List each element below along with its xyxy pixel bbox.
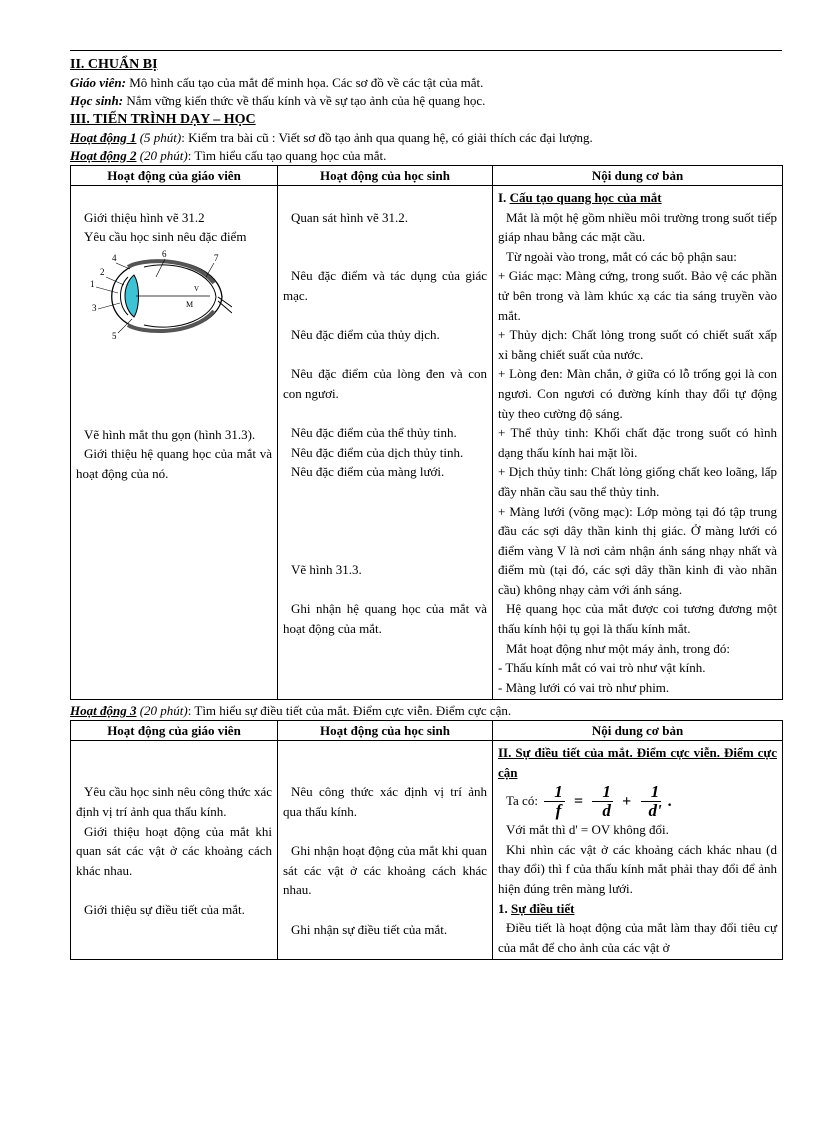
content-paragraph: Mắt là một hệ gồm nhiều môi trường trong suốt tiếp giáp nhau bằng các mặt cầu. [498, 209, 778, 245]
student-step: Vẽ hình 31.3. [291, 561, 362, 577]
content-section-title: I. Cấu tạo quang học của mắt [498, 190, 662, 205]
table-header-row [71, 721, 783, 741]
fraction-1-over-dprime: $\frac{1}{d'}$ [640, 783, 661, 820]
student-step: Ghi nhận sự điều tiết của mắt. [291, 921, 448, 937]
col-header-teacher: Hoạt động của giáo viên [71, 721, 278, 741]
content-paragraph: + Màng lưới (võng mạc): Lớp mỏng tại đó tập trung đầu các sợi dây thần kinh thị giác. Ở màng lưới có điểm vàng V là nơi cảm nhận ánh sáng nhạy nhất và điểm mù (tại đó, các sợi dây thần kinh đi vào nhãn cầu) không nhạy cảm với ánh sáng. [498, 503, 777, 597]
eye-label: 7 [214, 252, 219, 263]
content-paragraph: - Màng lưới có vai trò như phim. [498, 679, 670, 695]
teacher-step: Giới thiệu hoạt động của mắt khi quan sát các vật ở các khoảng cách khác nhau. [76, 823, 272, 878]
content-cell [493, 741, 783, 960]
col-header-content: Nội dung cơ bản [493, 721, 783, 741]
content-paragraph: Mắt hoạt động như một máy ảnh, trong đó: [506, 640, 731, 656]
activity-2-table [70, 165, 783, 700]
content-paragraph: - Thấu kính mắt có vai trò như vật kính. [498, 660, 706, 676]
col-header-student: Hoạt động của học sinh [278, 166, 493, 186]
content-paragraph: Từ ngoài vào trong, mắt có các bộ phận sau: [506, 248, 737, 264]
prep-student: Học sinh: Nắm vững kiến thức về thấu kính và về sự tạo ảnh của hệ quang học. [70, 93, 486, 108]
content-paragraph: + Thể thủy tinh: Khối chất đặc trong suốt có hình dạng thấu kính hai mặt lồi. [498, 425, 777, 460]
teacher-step: Giới thiệu hình vẽ 31.2 [84, 209, 205, 225]
teacher-cell [71, 741, 278, 960]
teacher-step: Giới thiệu hệ quang học của mắt và hoạt động của nó. [76, 446, 272, 481]
content-subsection-title: 1. Sự điều tiết [498, 900, 575, 916]
content-paragraph: Hệ quang học của mắt được coi tương đương một thấu kính hội tụ gọi là thấu kính mắt. [498, 601, 777, 637]
student-step: Quan sát hình vẽ 31.2. [291, 209, 408, 225]
activity-1: Hoạt động 1 (5 phút): Kiểm tra bài cũ : Viết sơ đồ tạo ảnh qua quang hệ, có giải thích các đại lượng. [70, 130, 593, 145]
process-heading: III. TIẾN TRÌNH DẠY – HỌC [70, 112, 256, 127]
eye-label: 4 [112, 252, 117, 263]
student-step: Nêu đặc điểm và tác dụng của giác mạc. [283, 268, 487, 303]
col-header-content: Nội dung cơ bản [493, 166, 783, 186]
content-paragraph: + Lòng đen: Màn chắn, ở giữa có lỗ trống gọi là con ngươi. Con ngươi có đường kính thay đổi tự động tùy theo cường độ sáng. [498, 366, 777, 421]
activity-3: Hoạt động 3 (20 phút): Tìm hiểu sự điều tiết của mắt. Điểm cực viễn. Điểm cực cận. [70, 703, 512, 719]
top-rule [70, 50, 782, 51]
fraction-1-over-d: $\frac{1}{d}$ [592, 783, 613, 820]
fraction-1-over-f: $\frac{1}{f}$ [544, 783, 565, 820]
student-step: Nêu đặc điểm của màng lưới. [291, 464, 445, 480]
eye-label-v: V [194, 284, 200, 293]
prep-heading: II. CHUẨN BỊ [70, 57, 158, 72]
eye-label: 2 [100, 266, 105, 277]
content-paragraph: + Giác mạc: Màng cứng, trong suốt. Bảo vệ các phần tử bên trong và làm khúc xạ các tia sáng truyền vào mắt. [498, 268, 777, 323]
eye-diagram [82, 247, 232, 347]
student-step: Nêu đặc điểm của lòng đen và con con ngươi. [283, 366, 487, 401]
teacher-step: Vẽ hình mắt thu gọn (hình 31.3). [84, 426, 256, 442]
eye-label: 5 [112, 330, 117, 341]
col-header-teacher: Hoạt động của giáo viên [71, 166, 278, 186]
col-header-student: Hoạt động của học sinh [278, 721, 493, 741]
eye-label: 1 [90, 278, 95, 289]
student-step: Ghi nhận hoạt động của mắt khi quan sát các vật ở các khoảng cách khác nhau. [283, 843, 487, 898]
table-header-row [71, 166, 783, 186]
document-page [70, 50, 782, 960]
lens-formula: Ta có: $\frac{1}{f}$ = $\frac{1}{d}$ + $\frac{1}{d'}$ . [506, 782, 672, 821]
table-row [71, 741, 783, 960]
teacher-step: Yêu cầu học sinh nêu công thức xác định vị trí ảnh qua thấu kính. [76, 784, 272, 820]
eye-label: 6 [162, 248, 167, 259]
prep-teacher: Giáo viên: Mô hình cấu tạo của mắt để minh họa. Các sơ đồ về các tật của mắt. [70, 75, 484, 90]
student-step: Nêu đặc điểm của dịch thủy tinh. [291, 444, 464, 460]
content-paragraph: Với mắt thì d' = OV không đổi. [506, 822, 669, 838]
teacher-step: Giới thiệu sự điều tiết của mắt. [84, 902, 245, 917]
activity-2: Hoạt động 2 (20 phút): Tìm hiểu cấu tạo quang học của mắt. [70, 148, 387, 163]
table-row [71, 186, 783, 700]
content-paragraph: + Dịch thủy tinh: Chất lỏng giống chất keo loãng, lấp đầy nhãn cầu sau thể thủy tinh. [498, 464, 777, 499]
content-cell [493, 186, 783, 700]
activity-3-table [70, 720, 783, 960]
student-cell [278, 186, 493, 700]
content-paragraph: + Thủy dịch: Chất lỏng trong suốt có chiết suất xấp xỉ bằng chiết suất của nước. [498, 327, 777, 362]
student-step: Nêu đặc điểm của thủy dịch. [291, 326, 440, 342]
eye-label-m: M [186, 299, 194, 309]
student-step: Nêu công thức xác định vị trí ảnh qua thấu kính. [283, 784, 487, 820]
student-step: Ghi nhận hệ quang học của mắt và hoạt động của mắt. [283, 600, 487, 636]
student-step: Nêu đặc điểm của thể thủy tinh. [291, 424, 457, 440]
content-paragraph: Khi nhìn các vật ở các khoảng cách khác nhau (d thay đổi) thì f của thấu kính mắt phải thay đổi để ảnh hiện đúng trên màng lưới. [498, 841, 777, 896]
eye-label: 3 [92, 302, 97, 313]
teacher-step: Yêu cầu học sinh nêu đặc điểm [84, 229, 247, 245]
student-cell [278, 741, 493, 960]
content-paragraph: Điều tiết là hoạt động của mắt làm thay đổi tiêu cự của mắt để cho ảnh của các vật ở [498, 920, 777, 955]
teacher-cell [71, 186, 278, 700]
content-section-title: II. Sự điều tiết của mắt. Điểm cực viễn. Điểm cực cận [498, 745, 777, 781]
